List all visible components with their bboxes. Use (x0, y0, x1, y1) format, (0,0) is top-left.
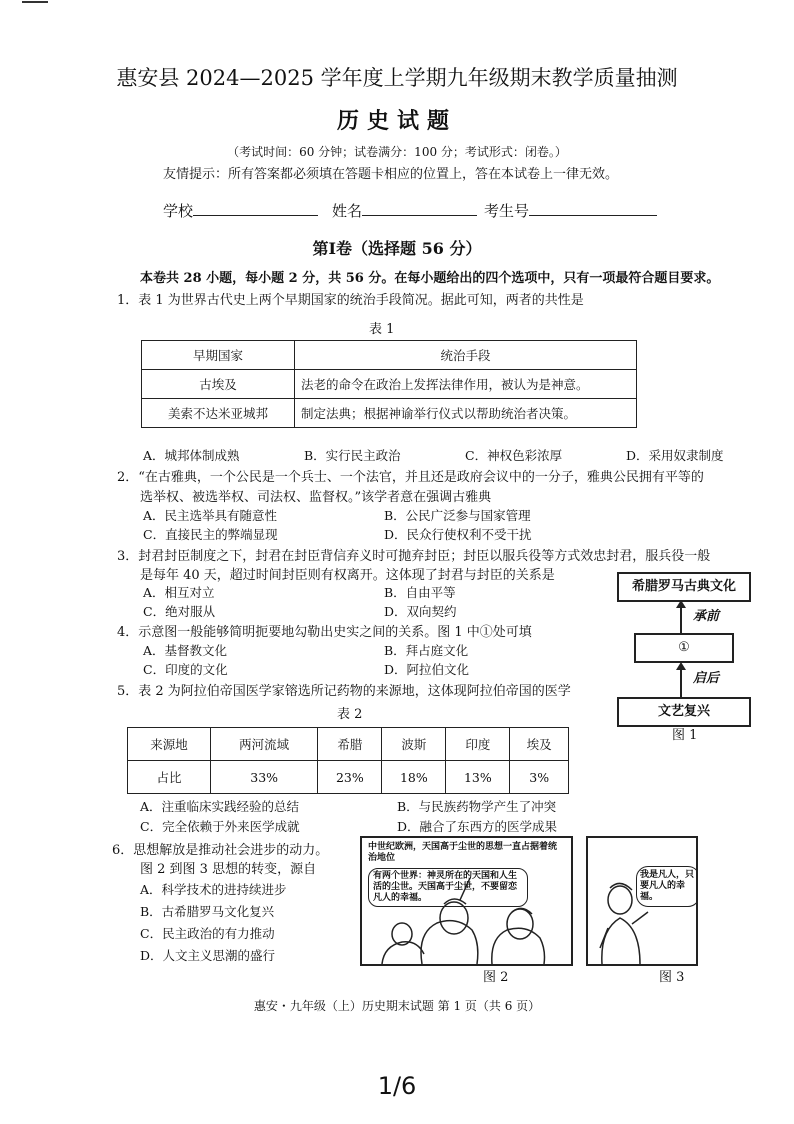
corner-mark (22, 1, 48, 3)
section-instructions: 本卷共 28 小题，每小题 2 分，共 56 分。在每小题给出的四个选项中，只有一项最符合题目要求。 (140, 271, 720, 286)
figure2-caption: 图 2 (483, 970, 509, 985)
figure1-arrow-line-1 (680, 607, 682, 636)
school-label: 学校 (163, 202, 194, 220)
q3-option-b: B．自由平等 (384, 585, 456, 600)
q5-option-b: B．与民族药物学产生了冲突 (397, 799, 557, 814)
table-row (128, 728, 569, 761)
table-cell: 波斯 (382, 728, 446, 761)
figure1-arrow-line-2 (680, 669, 682, 698)
q2-option-b: B．公民广泛参与国家管理 (384, 508, 531, 523)
exam-info: （考试时间：60 分钟；试卷满分：100 分；考试形式：闭卷。） (227, 145, 567, 159)
exam-title: 惠安县 2024—2025 学年度上学期九年级期末教学质量抽测 (116, 66, 678, 90)
q1-option-b: B．实行民主政治 (304, 448, 401, 463)
q5-stem: 5．表 2 为阿拉伯帝国医学家镕选所记药物的来源地，这体现阿拉伯帝国的医学 (117, 684, 571, 699)
figure1-arrow-up-icon (676, 600, 686, 608)
school-blank (193, 201, 318, 216)
q2-stem-line1: 2．“在古雅典，一个公民是一个兵士、一个法官，并且还是政府会议中的一分子，雅典公民拥有平等的 (117, 470, 704, 485)
figure2-cartoon (360, 836, 573, 966)
name-blank (362, 201, 477, 216)
figure3-cartoon (586, 836, 698, 966)
id-label: 考生号 (484, 202, 530, 220)
figure2-people-illustration (362, 838, 571, 964)
name-label: 姓名 (332, 202, 363, 220)
table-cell: 制定法典；根据神谕举行仪式以帮助统治者决策。 (295, 399, 637, 428)
figure1-bottom-box: 文艺复兴 (617, 697, 751, 727)
table-row (142, 399, 637, 428)
q2-stem-line2: 选举权、被选举权、司法权、监督权。”该学者意在强调古雅典 (140, 490, 492, 505)
q2-option-a: A．民主选举具有随意性 (143, 508, 278, 523)
figure1-caption: 图 1 (672, 728, 698, 743)
table-cell: 希腊 (318, 728, 382, 761)
page-indicator: 1/6 (377, 1072, 417, 1100)
figure3-person-illustration (588, 838, 696, 964)
q5-option-d: D．融合了东西方的医学成果 (397, 819, 558, 834)
q6-stem-line1: 6．思想解放是推动社会进步的动力。 (112, 843, 329, 858)
figure2-bubble-2: 有两个世界：神灵所在的天国和人生活的尘世。天国高于尘世，不要留恋凡人的幸福。 (368, 868, 528, 907)
table2-caption: 表 2 (337, 707, 363, 722)
figure2-bubble-1: 中世纪欧洲，天国高于尘世的思想一直占据着统治地位 (368, 842, 558, 863)
figure3-bubble: 我是凡人，只要凡人的幸福。 (636, 866, 698, 907)
id-field (484, 200, 657, 221)
table1-caption: 表 1 (369, 322, 395, 337)
table-cell: 印度 (446, 728, 510, 761)
q1-option-d: D．采用奴隶制度 (626, 448, 724, 463)
table-cell: 占比 (128, 761, 211, 794)
figure1-label-1: 承前 (693, 609, 720, 624)
q6-option-d: D．人文主义思潮的盛行 (140, 948, 276, 963)
table-row (142, 341, 637, 370)
id-blank (529, 201, 657, 216)
table-cell: 法老的命令在政治上发挥法律作用，被认为是神意。 (295, 370, 637, 399)
figure1-label-2: 启后 (693, 671, 720, 686)
page-footer: 惠安・九年级（上）历史期末试题 第 1 页（共 6 页） (253, 999, 541, 1013)
table-cell: 美索不达米亚城邦 (142, 399, 295, 428)
table-cell: 来源地 (128, 728, 211, 761)
q2-option-c: C．直接民主的弊端显现 (143, 527, 278, 542)
q4-stem: 4．示意图一般能够简明扼要地勾勒出史实之间的关系。图 1 中①处可填 (117, 625, 532, 640)
q5-option-a: A．注重临床实践经验的总结 (140, 799, 300, 814)
q3-stem-line2: 是每年 40 天，超过时间封臣则有权离开。这体现了封君与封臣的关系是 (140, 568, 555, 583)
q2-option-d: D．民众行使权利不受干扰 (384, 527, 532, 542)
figure1-top-box: 希腊罗马古典文化 (617, 572, 751, 602)
table-header: 统治手段 (295, 341, 637, 370)
q6-option-c: C．民主政治的有力推动 (140, 926, 275, 941)
q1-option-c: C．神权色彩浓厚 (465, 448, 563, 463)
q3-option-a: A．相互对立 (143, 585, 215, 600)
q4-option-a: A．基督教文化 (143, 643, 228, 658)
q3-stem-line1: 3．封君封臣制度之下，封君在封臣背信弃义时可抛弃封臣；封臣以服兵役等方式效忠封君，服兵役一般 (117, 549, 711, 564)
figure3-caption: 图 3 (659, 970, 685, 985)
table-cell: 两河流域 (210, 728, 317, 761)
table-row (142, 370, 637, 399)
tip: 友情提示：所有答案都必须填在答题卡相应的位置上，答在本试卷上一律无效。 (163, 167, 619, 182)
q4-option-b: B．拜占庭文化 (384, 643, 469, 658)
name-field (332, 200, 477, 221)
table1 (141, 340, 637, 428)
table-cell: 33% (210, 761, 317, 794)
q3-option-c: C．绝对服从 (143, 604, 216, 619)
q3-option-d: D．双向契约 (384, 604, 457, 619)
q6-option-a: A．科学技术的进持续进步 (140, 882, 287, 897)
table-cell: 埃及 (510, 728, 569, 761)
table-header: 早期国家 (142, 341, 295, 370)
q5-option-c: C．完全依赖于外来医学成就 (140, 819, 300, 834)
table-cell: 13% (446, 761, 510, 794)
section-title: 第Ⅰ卷（选择题 56 分） (312, 239, 482, 258)
figure1-middle-box: ① (634, 633, 734, 663)
school-field (163, 200, 318, 221)
q1-option-a: A．城邦体制成熟 (143, 448, 240, 463)
figure1-arrow-up-icon (676, 662, 686, 670)
q4-option-d: D．阿拉伯文化 (384, 662, 470, 677)
table-row (128, 761, 569, 794)
table-cell: 23% (318, 761, 382, 794)
q6-stem-line2: 图 2 到图 3 思想的转变，源自 (140, 862, 317, 877)
q4-option-c: C．印度的文化 (143, 662, 228, 677)
table-cell: 18% (382, 761, 446, 794)
table-cell: 3% (510, 761, 569, 794)
q1-stem: 1．表 1 为世界古代史上两个早期国家的统治手段简况。据此可知，两者的共性是 (117, 293, 584, 308)
q6-option-b: B．古希腊罗马文化复兴 (140, 904, 275, 919)
table2 (127, 727, 569, 794)
exam-subject: 历史试题 (336, 108, 457, 134)
table-cell: 古埃及 (142, 370, 295, 399)
